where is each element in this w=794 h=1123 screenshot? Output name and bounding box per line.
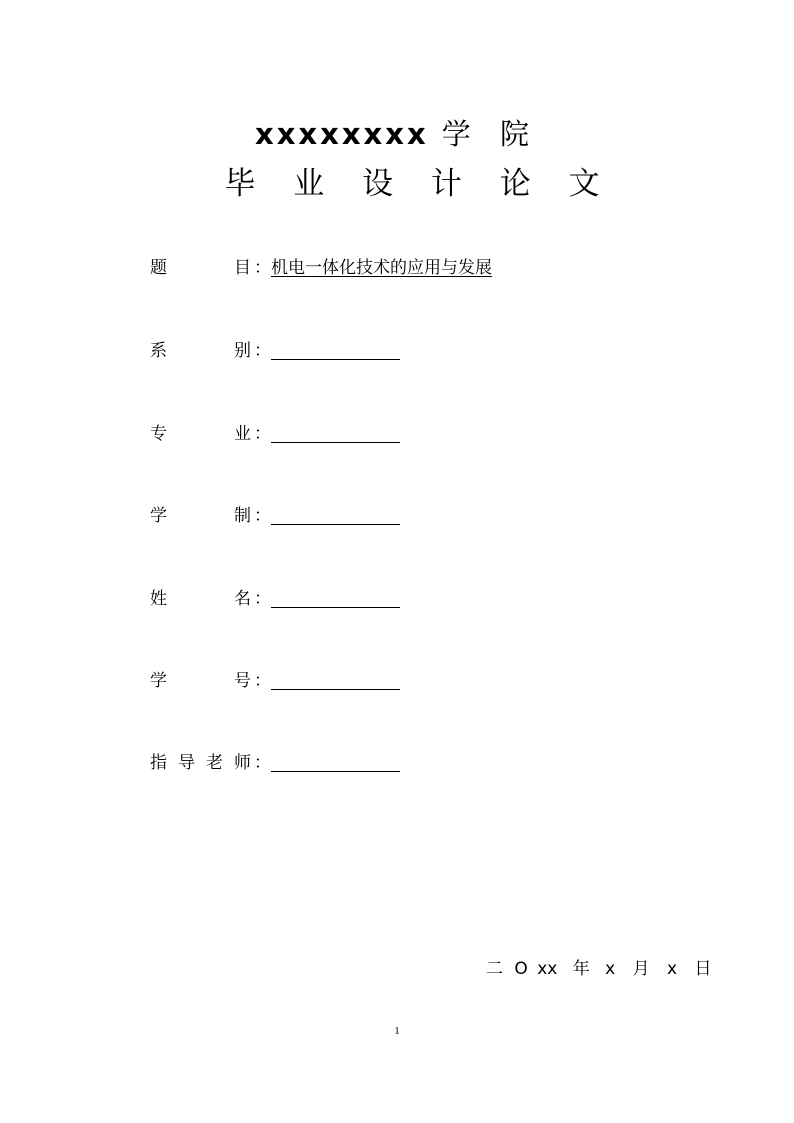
date-month-value: x — [605, 959, 616, 979]
blank-underline-student-id[interactable] — [271, 689, 400, 690]
thesis-type-heading: 毕 业 设 计 论 文 — [224, 166, 614, 202]
date-year-char: 年 — [572, 959, 590, 979]
blank-underline-name[interactable] — [271, 607, 400, 608]
submission-date — [486, 956, 711, 982]
school-suffix: 学 院 — [441, 117, 539, 151]
date-year-prefix: 二 — [486, 959, 503, 979]
date-day-value: x — [667, 959, 678, 979]
date-year-xx: xx — [537, 959, 558, 979]
blank-underline-department[interactable] — [271, 359, 400, 360]
date-year-zero: O — [514, 959, 528, 979]
page-number: 1 — [394, 1025, 400, 1037]
field-value-title[interactable]: 机电一体化技术的应用与发展 — [271, 258, 492, 278]
document-page: xxxxxxxx 学 院 毕 业 设 计 论 文 题 目 ： 机电一体化技术的应用与发展 系 别 ： 专 业 ： 学 制 ： 姓 名 ： 学 号 ： 指 导 老 师 ： 二 O xx 年 x 月 x 日 1 — [0, 0, 794, 1123]
blank-underline-program[interactable] — [271, 524, 400, 525]
blank-underline-major[interactable] — [271, 442, 400, 443]
school-name: xxxxxxxx — [255, 117, 429, 151]
blank-underline-advisor[interactable] — [271, 771, 400, 772]
school-name-heading — [0, 112, 794, 156]
date-day-char: 日 — [694, 959, 712, 979]
date-month-char: 月 — [632, 959, 650, 979]
